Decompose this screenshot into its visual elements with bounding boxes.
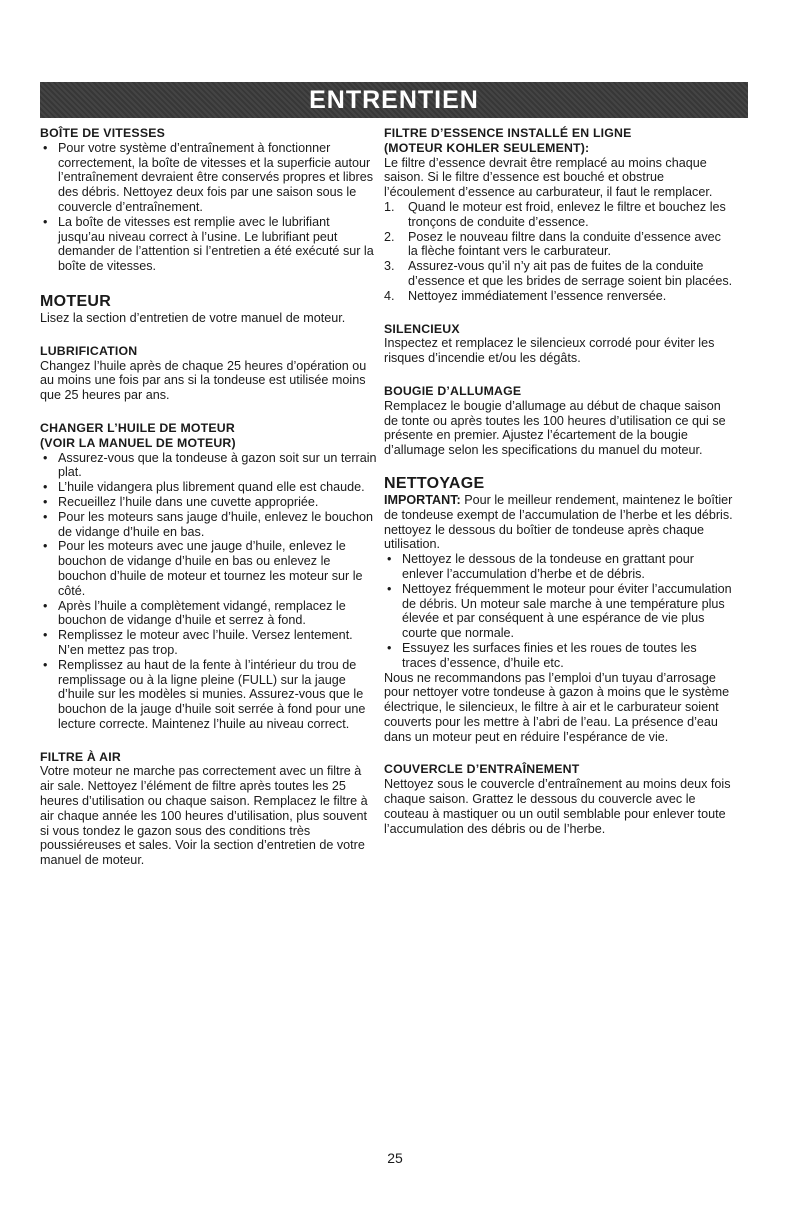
drive-cover-text: Nettoyez sous le couvercle d’entraînement au moins deux fois chaque saison. Grattez le dessous du couvercle avec le couteau à mastiquer ou un outil semblable pour enlever toute l’accumulation des débris ou de l’herbe. [384,777,731,836]
gearbox-heading: BOÎTE DE VITESSES [40,126,166,140]
step-number: 2. [384,229,395,244]
cleaning-list [384,552,734,670]
list-item [384,230,734,260]
step-text: Nettoyez immédiatement l’essence renversée. [408,288,667,303]
important-label: IMPORTANT: [384,492,461,507]
important-text: Pour le meilleur rendement, maintenez le boîtier de tondeuse exempt de l’accumulation de l’herbe et les débris. nettoyez le dessous du boîtier de tondeuse après chaque utilisation. [384,492,733,552]
fuel-filter-subheading: (MOTEUR KOHLER SEULEMENT): [384,140,590,155]
list-item [384,289,734,304]
muffler-text: Inspectez et remplacez le silencieux corrodé pour éviter les risques d’incendie et/ou les dégâts. [384,336,715,366]
section-banner [40,82,748,118]
step-number: 4. [384,288,395,303]
list-item: • Pour votre système d’entraînement à fonctionner correctement, la boîte de vitesses et la superficie autour l’entraînement devraient être conservés propres et libres des débris. Nettoyez deux fois par une saison sous le couvercle d’entraînement. [40,141,378,215]
gearbox-list [40,141,378,274]
list-item: • Remplissez le moteur avec l’huile. Versez lentement. N’en mettez pas trop. [40,628,378,658]
right-column [384,126,734,836]
step-text: Assurez-vous qu’il n’y ait pas de fuites de la conduite d’essence et que les brides de serrage soient bin placées. [408,259,733,288]
oil-change-heading: CHANGER L’HUILE DE MOTEUR [40,420,235,435]
list-item: • Essuyez les surfaces finies et les roues de toutes les traces d’essence, d’huile etc. [384,641,734,671]
air-filter-heading: FILTRE À AIR [40,749,121,764]
lubrication-text: Changez l’huile après de chaque 25 heures d’opération ou au moins une fois par ans si la tondeuse est utilisée moins que 25 heures par ans. [40,358,367,403]
left-column [40,126,378,868]
cleaning-important [384,493,734,552]
step-number: 1. [384,199,395,214]
list-item: • Nettoyez fréquemment le moteur pour éviter l’accumulation de débris. Un moteur sale marche à une température plus élevée et par conséquent à une espérance de vie plus courte que normale. [384,582,734,641]
engine-text: Lisez la section d’entretien de votre manuel de moteur. [40,310,346,325]
list-item: • La boîte de vitesses est remplie avec le lubrifiant jusqu’au niveau correct à l’usine. Le lubrifiant peut demander de l’attention si l’entretien a été exécuté sur la boîte de vitesses. [40,215,378,274]
list-item: • Après l’huile a complètement vidangé, remplacez le bouchon de vidange d’huile et serrez à fond. [40,599,378,629]
page-title: ENTRENTIEN [309,85,479,114]
cleaning-heading: NETTOYAGE [384,474,485,492]
step-text: Posez le nouveau filtre dans la conduite d’essence avec la flèche fointant vers le carburateur. [408,229,721,259]
list-item: • Pour les moteurs avec une jauge d’huile, enlevez le bouchon de vidange d’huile en bas ou enlevez le bouchon d’huile de moteur et tournez les moteur sur le côté. [40,539,378,598]
list-item: • Pour les moteurs sans jauge d’huile, enlevez le bouchon de vidange d’huile en bas. [40,510,378,540]
spark-plug-heading: BOUGIE D’ALLUMAGE [384,383,522,398]
fuel-filter-heading: FILTRE D’ESSENCE INSTALLÉ EN LIGNE [384,126,632,140]
muffler-heading: SILENCIEUX [384,321,460,336]
drive-cover-heading: COUVERCLE D’ENTRAÎNEMENT [384,762,580,777]
list-item: • Assurez-vous que la tondeuse à gazon soit sur un terrain plat. [40,451,378,481]
list-item: • Nettoyez le dessous de la tondeuse en grattant pour enlever l’accumulation d’herbe et de débris. [384,552,734,582]
list-item: • L’huile vidangera plus librement quand elle est chaude. [40,480,378,495]
step-text: Quand le moteur est froid, enlevez le filtre et bouchez les tronçons de conduite d’essence. [408,199,726,229]
engine-heading: MOTEUR [40,292,112,310]
oil-change-subheading: (VOIR LA MANUEL DE MOTEUR) [40,435,236,450]
fuel-filter-intro: Le filtre d’essence devrait être remplacé au moins chaque saison. Si le filtre d’essence est bouché et obstrue l’écoulement d’essence au carburateur, il faut le remplacer. [384,155,713,200]
oil-change-list [40,451,378,732]
air-filter-text: Votre moteur ne marche pas correctement avec un filtre à air sale. Nettoyez l’élément de filtre après toutes les 25 heures d’utilisation ou chaque saison. Remplacez le filtre à air chaque année les 100 heures d’utilisation, plus souvent si vous tondez le gazon sous des conditions très poussiéreuses et sales. Voir la section d’entretien de votre manuel de moteur. [40,764,368,868]
page-number: 25 [387,1150,403,1166]
cleaning-closing: Nous ne recommandons pas l’emploi d’un tuyau d’arrosage pour nettoyer votre tondeuse à gazon à moins que le système électrique, le silencieux, le filtre à air et le carburateur soient couverts pour les mettre à l’abri de l’eau. La présence d’eau dans un moteur peut en réduire l’espérance de vie. [384,670,730,744]
list-item [384,259,734,289]
list-item: • Remplissez au haut de la fente à l’intérieur du trou de remplissage ou à la ligne pleine (FULL) sur la jauge d’huile sur les modèles si munies. Assurez-vous que le bouchon de la jauge d’huile soit serrée à fond pour une lecture correcte. Maintenez l’huile au niveau correct. [40,658,378,732]
fuel-filter-steps [384,200,734,304]
step-number: 3. [384,259,395,274]
spark-plug-text: Remplacez le bougie d’allumage au début de chaque saison de tonte ou après toutes les 100 heures d’utilisation ce qui se présente en premier. Ajustez l’écartement de la bougie d’allumage selon les specifications du manuel du moteur. [384,398,726,458]
lubrication-heading: LUBRIFICATION [40,343,138,358]
list-item: • Recueillez l’huile dans une cuvette appropriée. [40,495,378,510]
list-item [384,200,734,230]
